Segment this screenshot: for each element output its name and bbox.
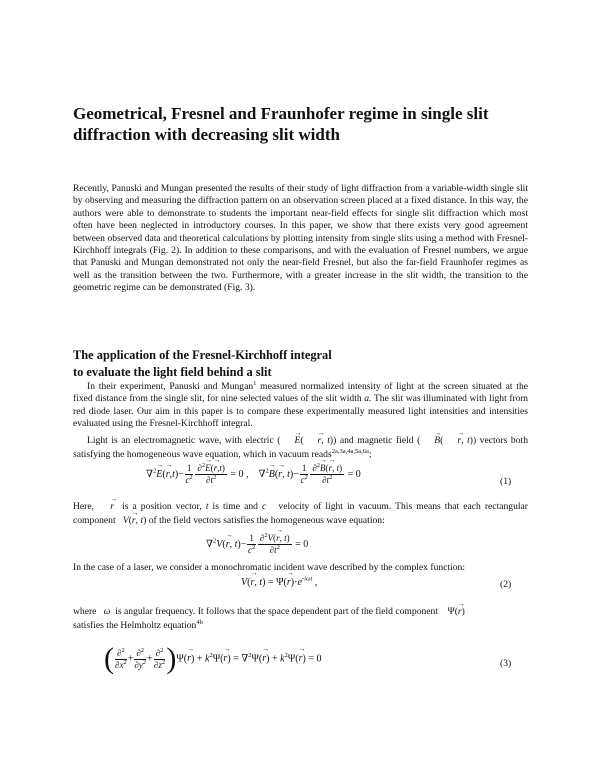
equation-1: ∇$^2$→ E(→ r,t)− $\frac{1}{c^2}$ $\frac{\partial^2\to E(\to r,t)}{\partial t^2}$ = 0 , ∇$^2$→ B(→ r, t)− $\frac{1}{c^2}$ $\frac{\partial^2\to B(\to r, t)}{\partial t^2}$ = 0 xyxy=(146,463,361,486)
field-component-symbol: V xyxy=(122,515,129,526)
position-vector-text: is a position vector, xyxy=(122,501,202,512)
em-text-2: ) and magnetic field ( xyxy=(333,435,421,446)
here-text: Here, xyxy=(73,501,95,512)
em-text-3: ) vectors both satisfying the homogeneous wave equation, which in vacuum reads xyxy=(73,435,528,460)
wave-equation-rhs: = 0 xyxy=(295,538,309,550)
em-text-end: ; xyxy=(368,449,372,460)
em-wave-paragraph: Light is an electromagnetic wave, with electric (→ E(→ r, t)) and magnetic field (→ B(→ r, t)) vectors both satisfying the homogeneous wave equation, which in vacuum reads$^{2a,3a,4a,5a,6a}$; xyxy=(73,434,528,462)
helmholtz-text: satisfies the Helmholtz equation xyxy=(73,620,197,631)
equation-3: ( $\frac{\partial^2}{\partial x^2}$ + $\frac{\partial^2}{\partial y^2}$ + $\frac{\partial^2}{\partial z^2}$ )$\Psi(\to r) + k^2\Psi(\to r) = \nabla^2\Psi(\to r) + k^2\Psi(\to r) = 0$ xyxy=(104,644,321,674)
variables-paragraph: Here, → r is a position vector, t is time and c velocity of light in vacuum. This means that each rectangular component V(→ r, t) of the field vectors satisfies the homogeneous wave equation: xyxy=(73,500,528,528)
electric-field-symbol: → E xyxy=(280,434,300,448)
helmholtz-reference: 4b xyxy=(196,618,203,626)
magnetic-field-symbol: → B xyxy=(420,434,440,448)
experiment-paragraph xyxy=(73,381,528,431)
equation-3-number: (3) xyxy=(500,658,512,669)
em-text-1: Light is an electromagnetic wave, with electric ( xyxy=(87,435,281,446)
time-text: is time and xyxy=(212,501,258,512)
em-references: 2a,3a,4a,5a,6a xyxy=(331,447,369,455)
paper-title-line-2: diffraction with decreasing slit width xyxy=(73,125,340,144)
light-speed-symbol: c xyxy=(261,501,267,512)
equation-2-number: (2) xyxy=(500,579,512,590)
intro-paragraph: Recently, Panuski and Mungan presented the results of their study of light diffraction from a variable-width single slit by observing and measuring the diffraction pattern on an observation screen placed at a fixed distance. In this way, the authors were able to demonstrate to students the important near-field effects for single slit diffraction which most often have been neglected in introductory courses. In this paper, we show that there exists very good agreement between observed data and theoretical calculations by plotting intensity from single slits using a method with Fresnel-Kirchhoff integrals (Fig. 2). In addition to these comparisons, and with the evaluation of Fresnel numbers, we argue that Panuski and Mungan demonstrated not only the near-field Fresnel, but also the far-field Fraunhofer regimes as well as the transition between the two. Furthermore, with a greater increase in the slit width, the transition to the geometric regime can be demonstrated (Fig. 3). xyxy=(73,183,528,294)
time-symbol: t xyxy=(205,501,209,512)
section-heading-line-1: The application of the Fresnel-Kirchhoff integral xyxy=(73,348,332,362)
helmholtz-paragraph: where ω is angular frequency. It follows that the space dependent part of the field component Ψ(→ r) satisfies the Helmholtz equation$^{4b}$ xyxy=(73,605,528,633)
wave-equation: ∇$^2$V(→ r, t)− $\frac{1}{c^2}$ $\frac{\partial^2V(\to r, t)}{\partial t^2}$ = 0 xyxy=(206,533,308,556)
equation-1-number: (1) xyxy=(500,476,512,487)
reference-superscript: 1 xyxy=(253,379,257,387)
section-heading-line-2: to evaluate the light field behind a slit xyxy=(73,365,272,379)
field-component-text: of the field vectors satisfies the homogeneous wave equation: xyxy=(148,515,385,526)
omega-symbol: ω xyxy=(103,606,111,617)
equation-2: V(→ r, $t) = \Psi(\to r)\cdot e^{-i\omega t}$ , xyxy=(241,577,317,588)
equation-2-exponent: -iωt xyxy=(301,575,313,583)
experiment-text-2: measured normalized intensity of light at the screen situated at the fixed distance from the single slit, for nine selected values of the slit width xyxy=(73,381,528,405)
section-heading xyxy=(73,347,533,381)
light-speed-text: velocity of light in vacuum. This means that each rectangular component xyxy=(73,501,528,526)
paper-title xyxy=(73,103,543,145)
equation-3-rhs: = 0 xyxy=(308,653,322,665)
slit-width-symbol: a. xyxy=(364,393,372,405)
experiment-text-3: The slit was illuminated with light from red diode laser. Our aim in this paper is to compare these experimentally measured light intensities and intensities evaluated using the Fresnel-Kirchhoff integral. xyxy=(73,393,528,430)
equation-1-rhs-2: = 0 xyxy=(347,468,361,480)
equation-1-rhs: = 0 , xyxy=(230,468,249,480)
paper-title-line-1: Geometrical, Fresnel and Fraunhofer regime in single slit xyxy=(73,104,489,123)
where-text: where xyxy=(73,606,97,617)
angular-frequency-text: is angular frequency. It follows that the space dependent part of the field component xyxy=(115,606,439,617)
laser-paragraph: In the case of a laser, we consider a monochromatic incident wave described by the complex function: xyxy=(73,562,466,573)
experiment-text-1: In their experiment, Panuski and Mungan xyxy=(87,381,254,392)
